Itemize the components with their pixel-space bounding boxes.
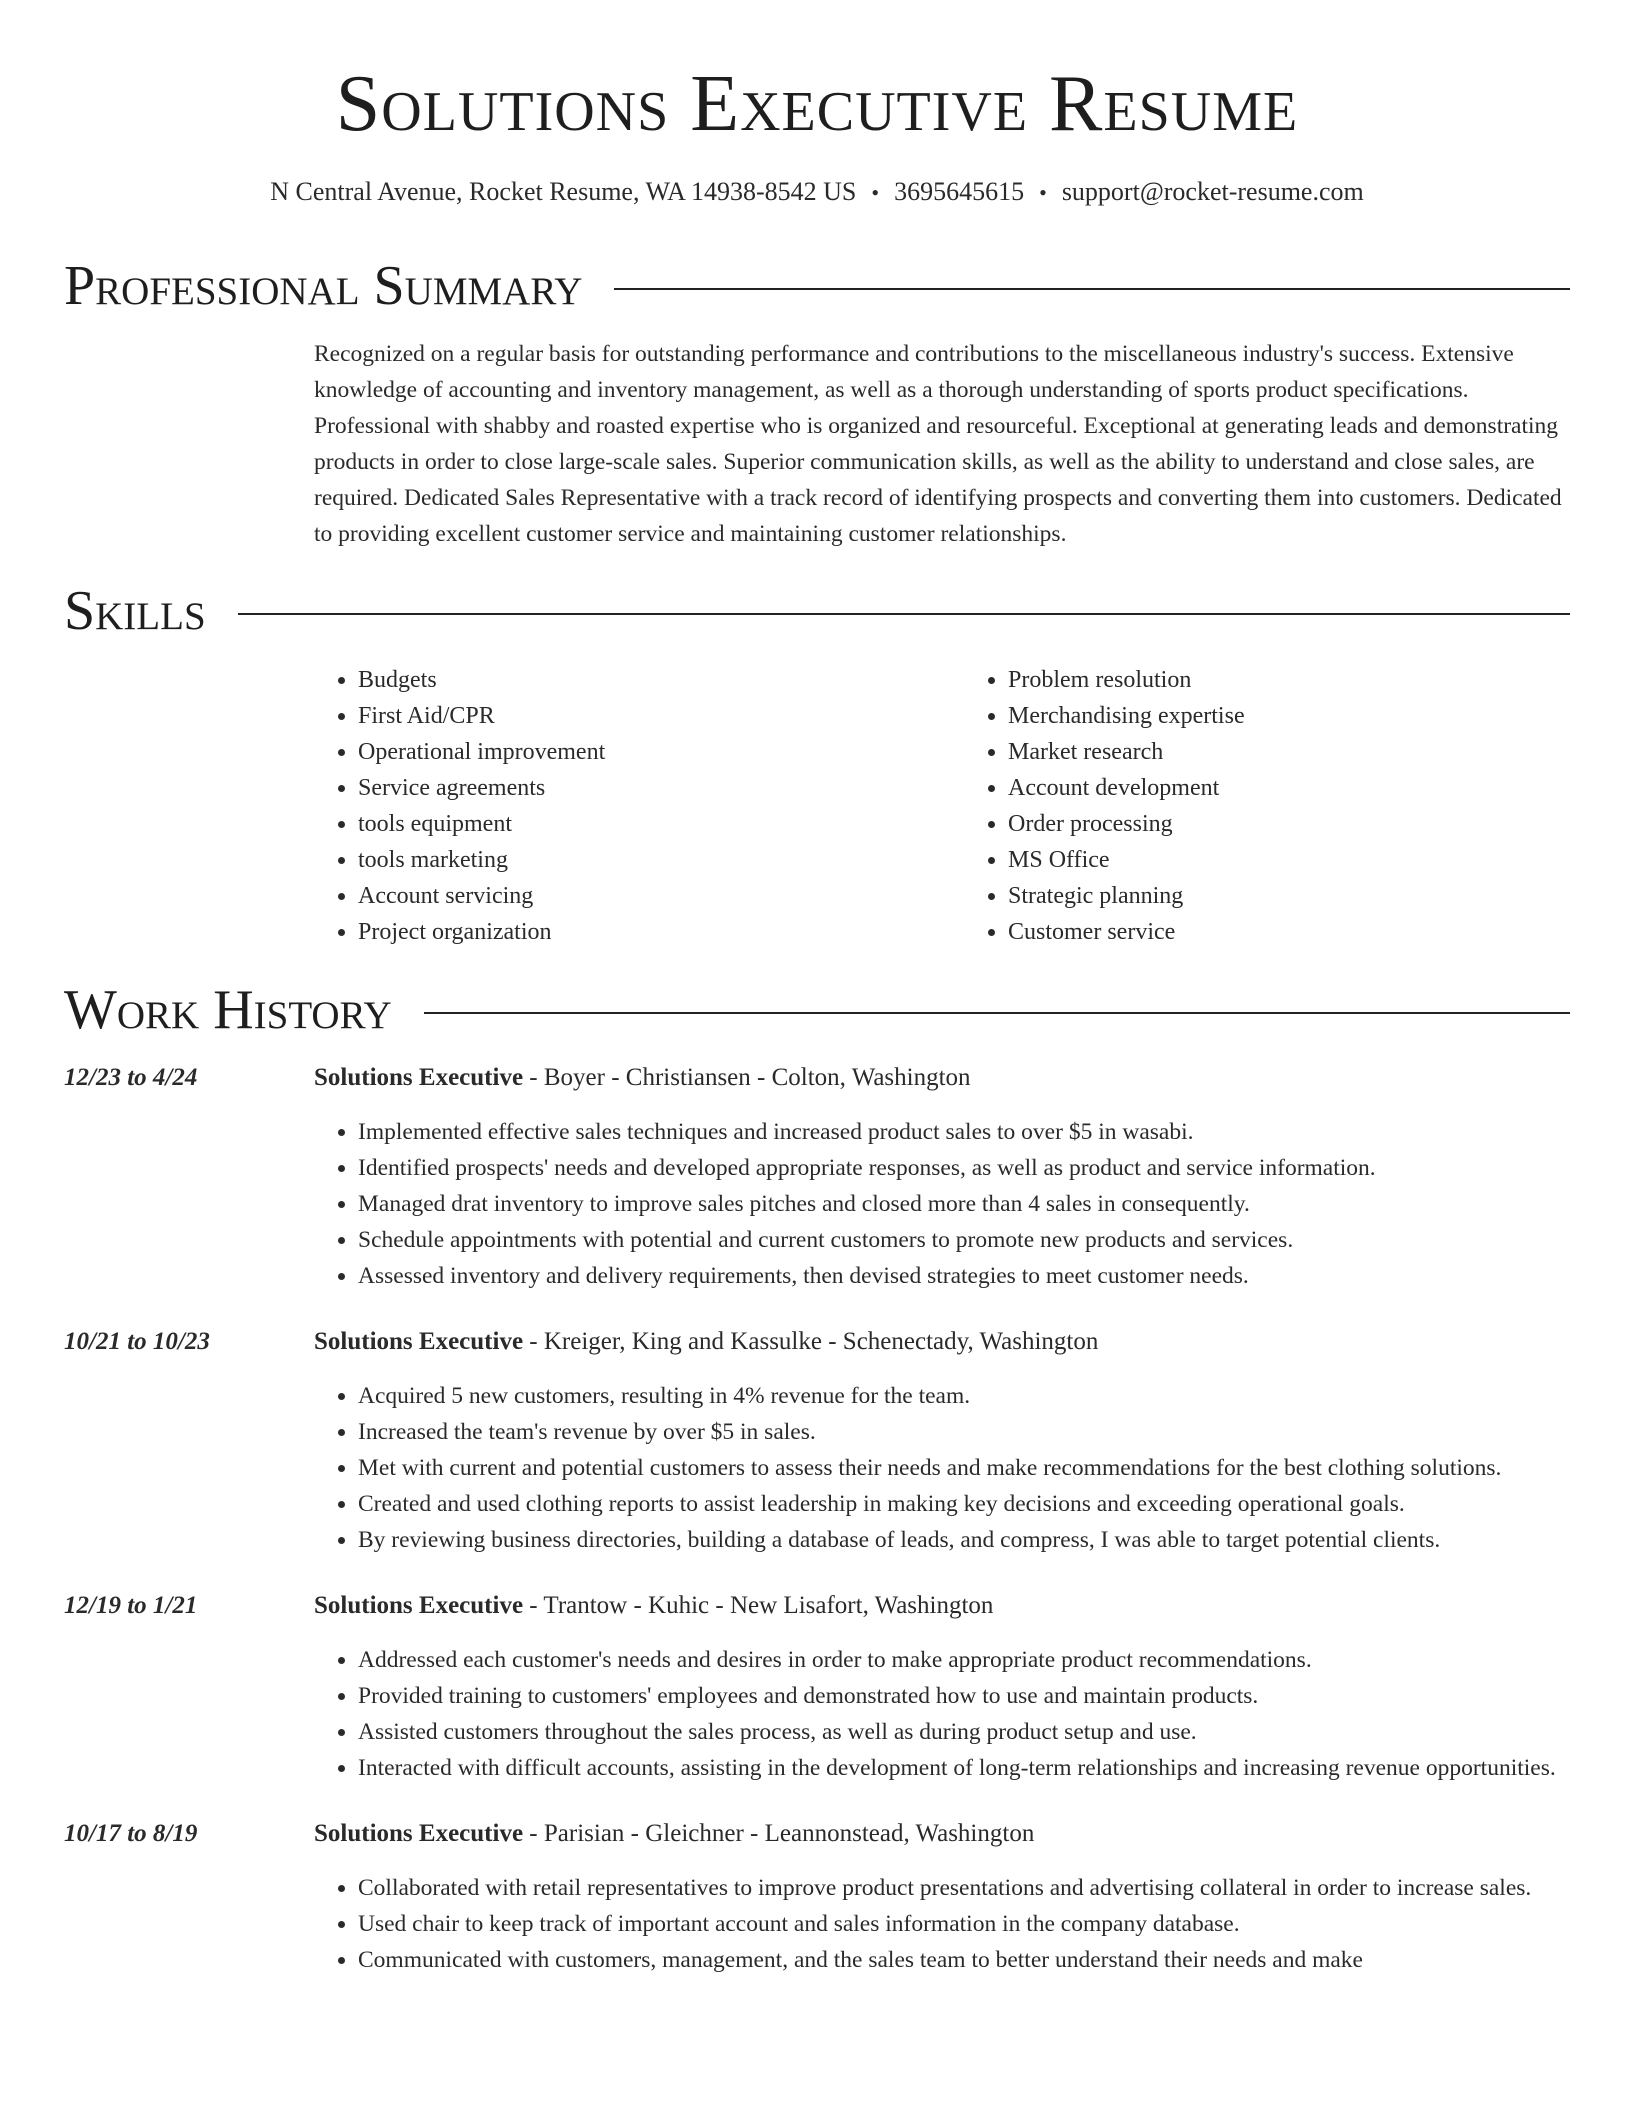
job-dates: 10/17 to 8/19 <box>64 1820 198 1847</box>
job-bullet: • Created and used clothing reports to assist leadership in making key decisions and exceeding operational goals. <box>358 1486 1570 1522</box>
contact-separator: • <box>1039 180 1047 205</box>
job-bullet: • Acquired 5 new customers, resulting in 4% revenue for the team. <box>358 1378 1570 1414</box>
job-dates: 10/21 to 10/23 <box>64 1328 210 1355</box>
job-bullet: • Interacted with difficult accounts, assisting in the development of long-term relationships and increasing revenue opportunities. <box>358 1750 1570 1786</box>
summary-text: Recognized on a regular basis for outstanding performance and contributions to the miscellaneous industry's success. Extensive knowledge of accounting and inventory management, as well as a thorough understanding of sports product specifications. Professional with shabby and roasted expertise who is organized and resourceful. Exceptional at generating leads and demonstrating products in order to close large-scale sales. Superior communication skills, as well as the ability to understand and close sales, are required. Dedicated Sales Representative with a track record of identifying prospects and converting them into customers. Dedicated to providing excellent customer service and maintaining customer relationships. <box>314 341 1562 547</box>
job-dates: 12/19 to 1/21 <box>64 1592 198 1619</box>
skills-heading: Skills <box>64 580 206 642</box>
job-bullet: • Identified prospects' needs and developed appropriate responses, as well as product and service information. <box>358 1150 1570 1186</box>
skills-list <box>314 662 1570 950</box>
job-bullet: • Implemented effective sales techniques and increased product sales to over $5 in wasabi. <box>358 1114 1570 1150</box>
job-dates: 12/23 to 4/24 <box>64 1064 198 1091</box>
summary-heading: Professional Summary <box>64 255 583 317</box>
job-role: Solutions Executive <box>314 1064 524 1091</box>
section-divider <box>424 1012 1570 1014</box>
job-entry <box>64 1060 1570 1294</box>
skill-item: • tools equipment <box>358 806 920 842</box>
skill-item: • Account servicing <box>358 878 920 914</box>
job-bullet: • Assisted customers throughout the sales process, as well as during product setup and use. <box>358 1714 1570 1750</box>
job-header <box>314 1588 1570 1624</box>
skill-item: • tools marketing <box>358 842 920 878</box>
job-bullets <box>314 1870 1570 1978</box>
job-header <box>314 1816 1570 1852</box>
resume-title: Solutions Executive Resume <box>335 60 1299 148</box>
job-bullet: • Provided training to customers' employees and demonstrated how to use and maintain products. <box>358 1678 1570 1714</box>
skill-item: • Strategic planning <box>1008 878 1570 914</box>
skill-item: • Account development <box>1008 770 1570 806</box>
job-bullet: • Used chair to keep track of important account and sales information in the company database. <box>358 1906 1570 1942</box>
skill-item: • First Aid/CPR <box>358 698 920 734</box>
work-heading: Work History <box>64 979 392 1041</box>
skill-item: • Project organization <box>358 914 920 950</box>
job-company: - Trantow - Kuhic - New Lisafort, Washington <box>523 1592 994 1619</box>
job-role: Solutions Executive <box>314 1592 524 1619</box>
skill-item: • Market research <box>1008 734 1570 770</box>
section-divider <box>614 288 1570 290</box>
skills-section-header <box>64 579 1570 643</box>
contact-line <box>64 174 1570 211</box>
job-bullet: • Increased the team's revenue by over $5 in sales. <box>358 1414 1570 1450</box>
job-company: - Kreiger, King and Kassulke - Schenectady, Washington <box>523 1328 1099 1355</box>
job-bullet: • Managed drat inventory to improve sales pitches and closed more than 4 sales in consequently. <box>358 1186 1570 1222</box>
contact-email: support@rocket-resume.com <box>1061 177 1364 206</box>
job-bullet: • Assessed inventory and delivery requirements, then devised strategies to meet customer needs. <box>358 1258 1570 1294</box>
skill-item: • Problem resolution <box>1008 662 1570 698</box>
job-header <box>314 1060 1570 1096</box>
skill-item: • Order processing <box>1008 806 1570 842</box>
skill-item: • Budgets <box>358 662 920 698</box>
section-divider <box>238 613 1570 615</box>
job-bullets <box>314 1642 1570 1786</box>
job-bullet: • Met with current and potential customers to assess their needs and make recommendations for the best clothing solutions. <box>358 1450 1570 1486</box>
work-section-header <box>64 978 1570 1042</box>
summary-section-header <box>64 254 1570 318</box>
work-history-list <box>64 1060 1570 2008</box>
job-role: Solutions Executive <box>314 1820 524 1847</box>
job-role: Solutions Executive <box>314 1328 524 1355</box>
skills-column-left <box>314 662 920 950</box>
job-bullets <box>314 1114 1570 1294</box>
job-entry <box>64 1588 1570 1786</box>
job-bullet: • By reviewing business directories, building a database of leads, and compress, I was able to target potential clients. <box>358 1522 1570 1558</box>
contact-separator: • <box>871 180 880 205</box>
job-company: - Boyer - Christiansen - Colton, Washington <box>523 1064 971 1091</box>
job-entry <box>64 1816 1570 1978</box>
skill-item: • Customer service <box>1008 914 1570 950</box>
skill-item: • Merchandising expertise <box>1008 698 1570 734</box>
skill-item: • Service agreements <box>358 770 920 806</box>
job-bullet: • Collaborated with retail representatives to improve product presentations and advertising collateral in order to increase sales. <box>358 1870 1570 1906</box>
skills-column-right <box>964 662 1570 950</box>
contact-phone: 3695645615 <box>894 177 1025 206</box>
job-bullet: • Communicated with customers, management, and the sales team to better understand their needs and make <box>358 1942 1570 1978</box>
job-bullet: • Addressed each customer's needs and desires in order to make appropriate product recommendations. <box>358 1642 1570 1678</box>
skill-item: • MS Office <box>1008 842 1570 878</box>
skill-item: • Operational improvement <box>358 734 920 770</box>
job-bullets <box>314 1378 1570 1558</box>
job-header <box>314 1324 1570 1360</box>
job-entry <box>64 1324 1570 1558</box>
job-bullet: • Schedule appointments with potential and current customers to promote new products and services. <box>358 1222 1570 1258</box>
contact-address: N Central Avenue, Rocket Resume, WA 14938-8542 US <box>270 177 857 206</box>
job-company: - Parisian - Gleichner - Leannonstead, Washington <box>523 1820 1035 1847</box>
